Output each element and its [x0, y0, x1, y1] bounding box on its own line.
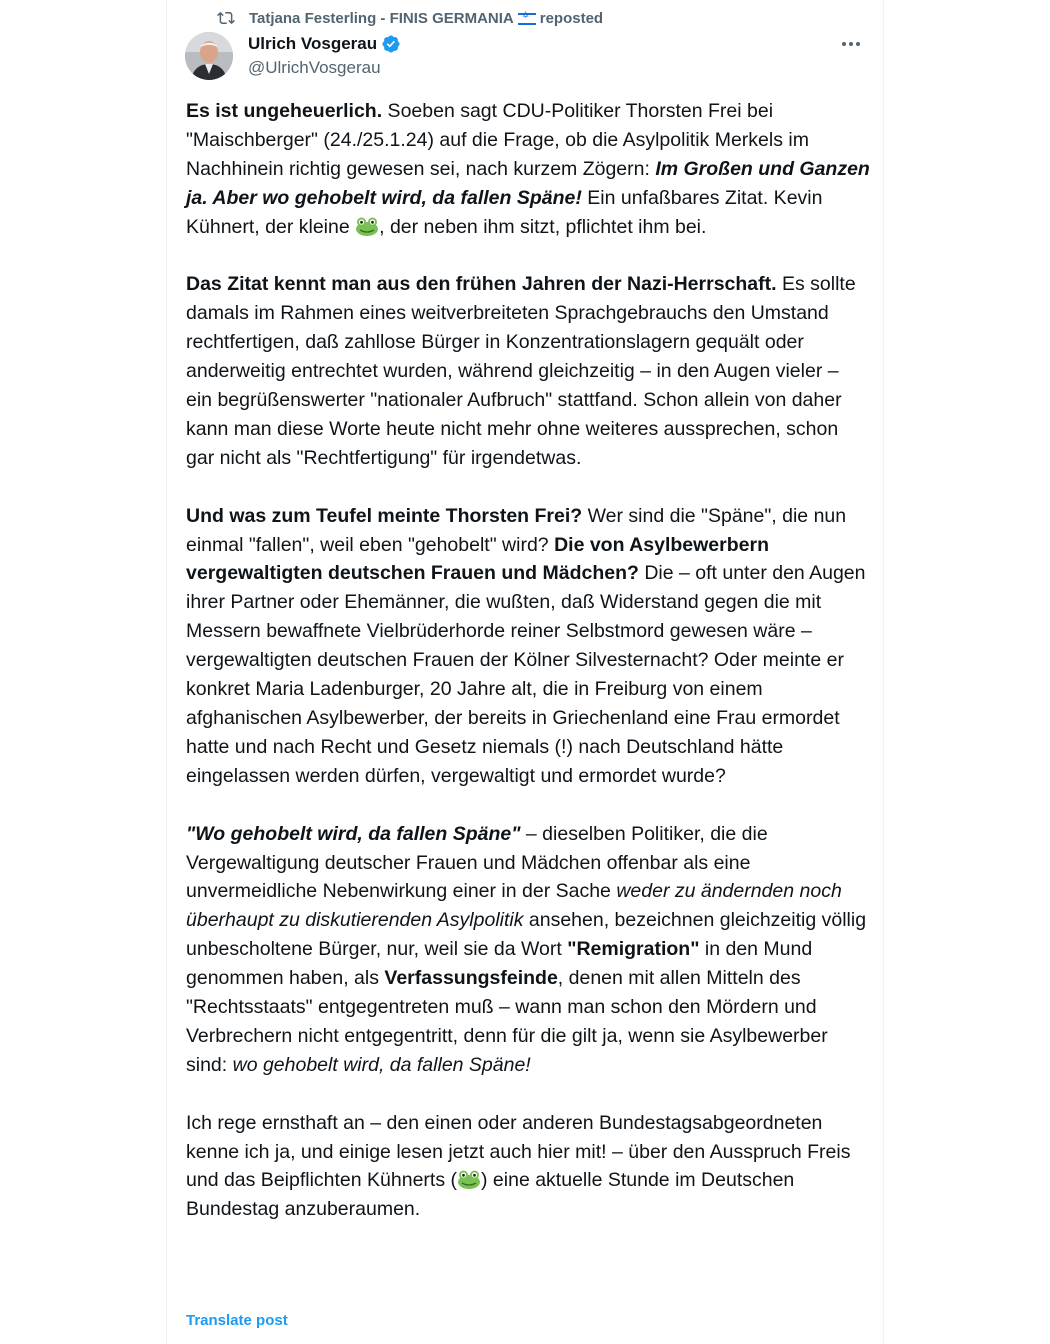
paragraph-3: Und was zum Teufel meinte Thorsten Frei? Wer sind die "Späne", die nun einmal "fallen", weil eben "gehobelt" wird? Die von Asylbewerbern vergewaltigten deutschen Frauen und Mädchen? Die – oft unter den Augen ihrer Partner oder Ehemänner, die wußten, daß Widerstand gegen die mit Messern bewaffnete Vielbrüderhorde reiner Selbstmord gewesen wäre – vergewaltigten deutschen Frauen der Kölner Silvesternacht? Oder meinte er konkret Maria Ladenburger, 20 Jahre alt, die in Freiburg von einem afghanischen Asylbewerber, der bereits in Griechenland eine Frau ermordet hatte und nach Recht und Gesetz niemals (!) nach Deutschland hätte eingelassen werden dürfen, vergewaltigt und ermordet wurde? [186, 504, 866, 787]
frog-emoji-icon [355, 216, 379, 236]
avatar[interactable] [185, 32, 233, 80]
paragraph-1: Es ist ungeheuerlich. Soeben sagt CDU-Politiker Thorsten Frei bei "Maischberger" (24./25.1.24) auf die Frage, ob die Asylpolitik Merkels im Nachhinein richtig gewesen sei, nach kurzem Zögern: Im Großen und Ganzen ja. Aber wo gehobelt wird, da fallen Späne! Ein unfaßbares Zitat. Kevin Kühnert, der kleine , der neben ihm sitzt, pflichtet ihm bei. [186, 100, 870, 238]
author-handle[interactable]: @UlrichVosgerau [248, 58, 381, 77]
translate-post-link[interactable]: Translate post [186, 1312, 288, 1329]
paragraph-4: "Wo gehobelt wird, da fallen Späne" – dieselben Politiker, die die Vergewaltigung deutscher Frauen und Mädchen offenbar als eine unvermeidliche Nebenwirkung einer in der Sache weder zu ändernden noch überhaupt zu diskutierenden Asylpolitik ansehen, bezeichnen gleichzeitig völlig unbescholtene Bürger, nur, weil sie da Wort "Remigration" in den Mund genommen haben, als Verfassungsfeinde, denen mit allen Mitteln des "Rechtsstaats" entgegentreten muß – wann man schon den Mördern und Verbrechern nicht entgegentritt, denn für die gilt ja, wenn sie Asylbewerber sind: wo gehobelt wird, da fallen Späne! [186, 822, 867, 1076]
author-name[interactable] [248, 32, 401, 56]
paragraph-5: Ich rege ernsthaft an – den einen oder anderen Bundestagsabgeordneten kenne ich ja, und einige lesen jetzt auch hier mit! – über den Ausspruch Freis und das Beipflichten Kühnerts ( ) eine aktuelle Stunde im Deutschen Bundestag anzuberaumen. [186, 1111, 851, 1221]
repost-icon [217, 9, 235, 27]
author-name-text[interactable]: Ulrich Vosgerau [248, 34, 378, 53]
paragraph-2: Das Zitat kennt man aus den frühen Jahren der Nazi-Herrschaft. Es sollte damals im Rahmen eines weitverbreiteten Sprachgebrauchs den Umstand rechtfertigen, daß zahllose Bürger in Konzentrationslagern gequält oder anderweitig entrechtet wurden, während gleichzeitig – in den Augen vieler – ein begrüßenswerter "nationaler Aufbruch" stattfand. Schon allein von daher kann man diese Worte heute nicht mehr ohne weiteres aussprechen, schon gar nicht als "Rechtfertigung" für irgendetwas. [186, 273, 856, 469]
timeline-column [166, 0, 884, 1344]
israel-flag-icon [518, 13, 536, 25]
verified-badge-icon [381, 34, 401, 54]
frog-emoji-icon [457, 1169, 481, 1189]
repost-suffix: reposted [539, 9, 604, 27]
post-text [186, 97, 870, 1253]
repost-header[interactable] [217, 6, 603, 30]
reposter-name[interactable]: Tatjana Festerling - FINIS GERMANIA [249, 9, 514, 27]
more-options-icon[interactable] [839, 32, 863, 56]
